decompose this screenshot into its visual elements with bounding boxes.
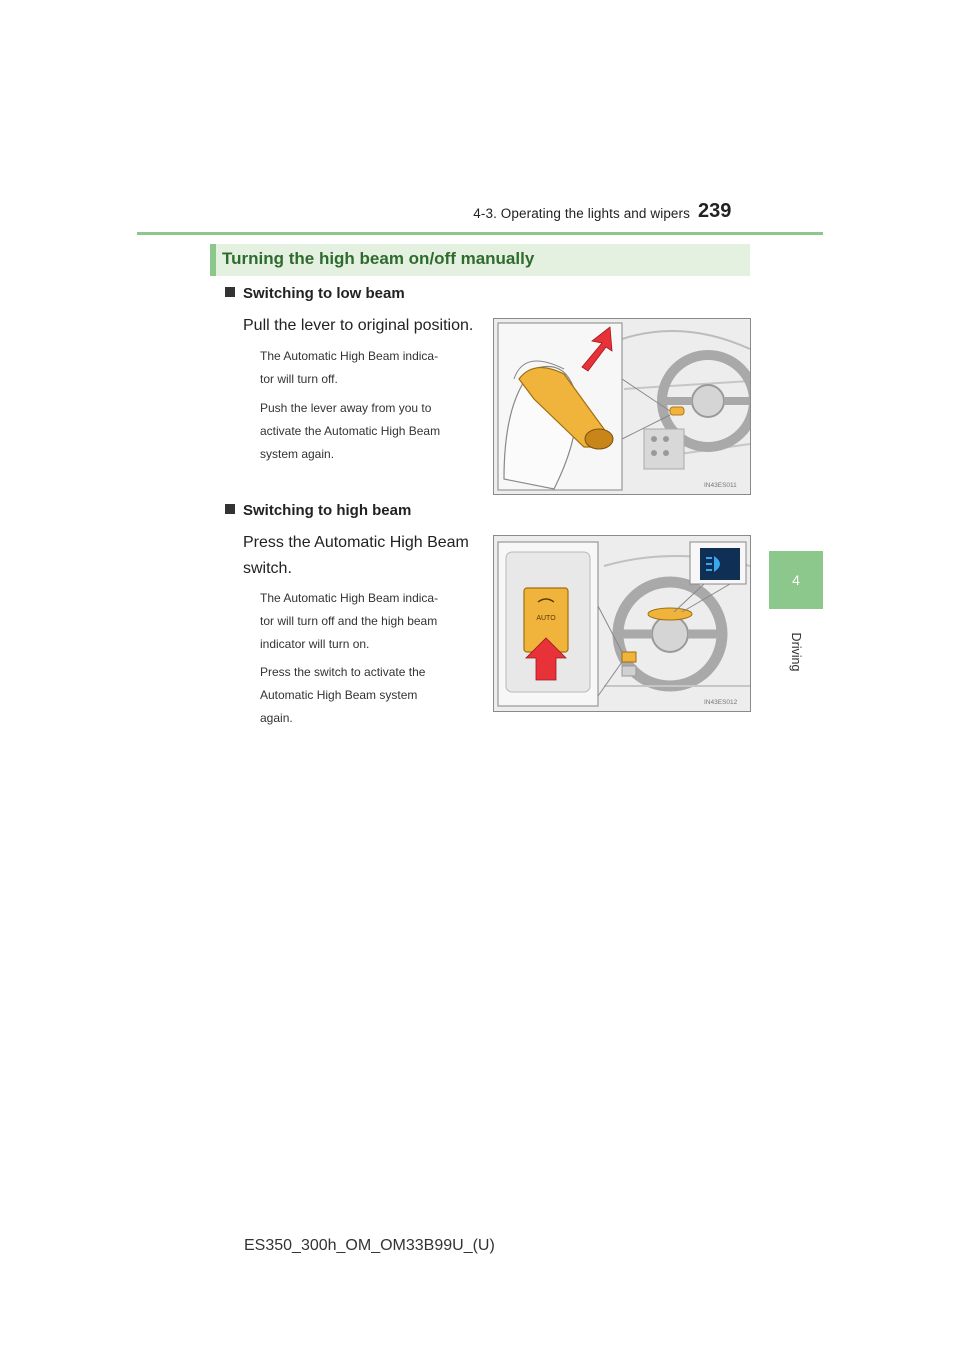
low-beam-figure-code: IN43ES011 (704, 482, 737, 489)
high-beam-heading (225, 502, 411, 519)
high-beam-instruction-line-1-text: Press the Automatic High Beam (243, 534, 469, 551)
page-number: 239 (698, 200, 732, 222)
low-beam-note-1 (260, 345, 480, 391)
header-section-path: 4-3. Operating the lights and wipers (473, 206, 690, 221)
low-beam-note-1-line-1: The Automatic High Beam indica- (260, 349, 439, 363)
low-beam-instruction: Pull the lever to original position. (243, 317, 474, 334)
low-beam-illustration (494, 319, 750, 494)
low-beam-figure (493, 318, 751, 495)
high-beam-note-2-line-3: again. (260, 711, 293, 725)
high-beam-note-1-line-1: The Automatic High Beam indica- (260, 591, 439, 605)
footer-doc-id: ES350_300h_OM_OM33B99U_(U) (244, 1237, 495, 1254)
low-beam-note-2-line-1: Push the lever away from you to (260, 401, 432, 415)
high-beam-figure (493, 535, 751, 712)
chapter-label-text: Driving (789, 632, 803, 672)
chapter-number: 4 (792, 572, 800, 588)
header-rule (137, 232, 823, 235)
high-beam-instruction-line-1 (243, 530, 481, 556)
high-beam-note-2-line-2: Automatic High Beam system (260, 688, 418, 702)
high-beam-note-2 (260, 661, 480, 730)
low-beam-note-2-line-3: system again. (260, 447, 335, 461)
high-beam-note-1-line-3: indicator will turn on. (260, 637, 370, 651)
low-beam-note-2 (260, 397, 480, 466)
high-beam-note-2-line-1: Press the switch to activate the (260, 665, 426, 679)
low-beam-heading-text: Switching to low beam (243, 285, 405, 302)
high-beam-heading-text: Switching to high beam (243, 502, 412, 519)
section-title: Turning the high beam on/off manually (222, 249, 535, 268)
high-beam-note-1-line-2: tor will turn off and the high beam (260, 614, 438, 628)
square-bullet-icon (225, 504, 235, 514)
chapter-tab (769, 551, 823, 609)
low-beam-note-2-line-2: activate the Automatic High Beam (260, 424, 441, 438)
high-beam-illustration (494, 536, 750, 711)
high-beam-instruction-line-2: switch. (243, 560, 292, 577)
square-bullet-icon (225, 287, 235, 297)
low-beam-heading (225, 285, 405, 302)
auto-switch-label: AUTO (536, 615, 556, 622)
high-beam-note-1 (260, 587, 480, 656)
low-beam-note-1-line-2: tor will turn off. (260, 372, 338, 386)
high-beam-instruction (243, 530, 481, 582)
high-beam-figure-code: IN43ES012 (704, 699, 738, 706)
chapter-label (775, 622, 817, 682)
